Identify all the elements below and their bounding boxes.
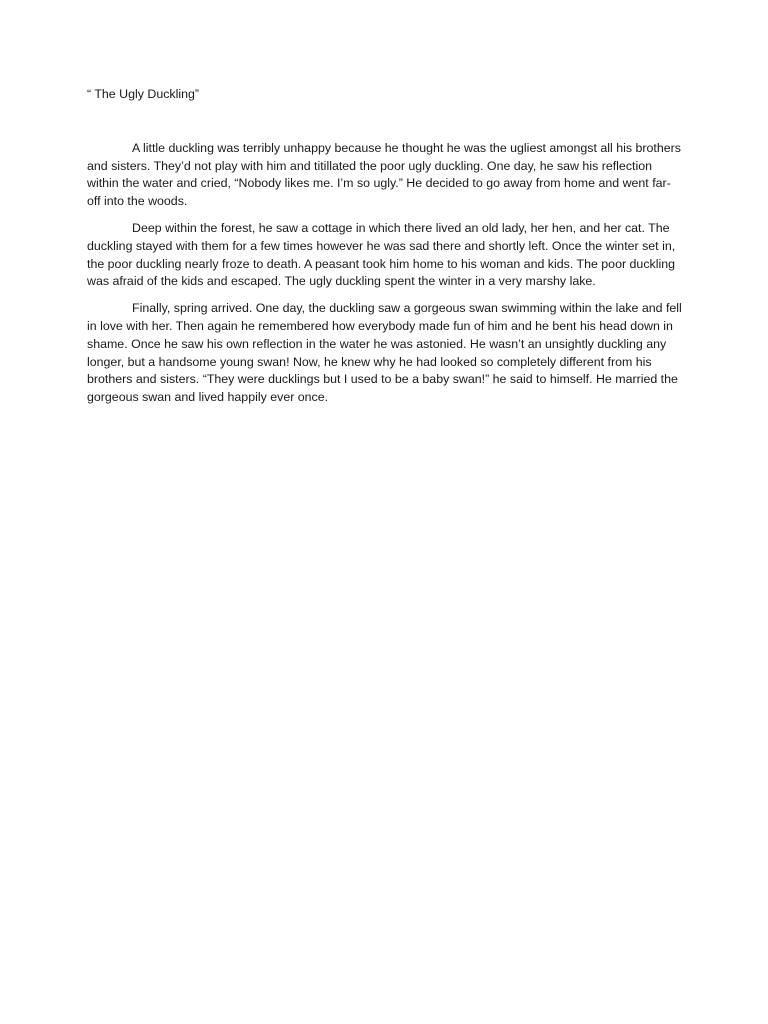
paragraph-3: Finally, spring arrived. One day, the duckling saw a gorgeous swan swimming within the lake and fell in love with her. Then again he remembered how everybody made fun of him and he bent his head down in shame. Once he saw his own reflection in the water he was astonied. He wasn’t an unsightly duckling any longer, but a handsome young swan! Now, he knew why he had looked so completely different from his brothers and sisters. “They were ducklings but I used to be a baby swan!” he said to himself. He married the gorgeous swan and lived happily ever once. [87,301,682,405]
paragraph-2: Deep within the forest, he saw a cottage in which there lived an old lady, her hen, and her cat. The duckling stayed with them for a few times however he was sad there and shortly left. Once the winter set in, the poor duckling nearly froze to death. A peasant took him home to his woman and kids. The poor duckling was afraid of the kids and escaped. The ugly duckling spent the winter in a very marshy lake. [87,220,676,289]
document-body [87,86,683,416]
paragraph-1: A little duckling was terribly unhappy because he thought he was the ugliest amongst all his brothers and sisters. They’d not play with him and titillated the poor ugly duckling. One day, he saw his reflection within the water and cried, “Nobody likes me. I’m so ugly.” He decided to go away from home and went far-off into the woods. [87,140,681,209]
document-title: “ The Ugly Duckling” [87,87,200,101]
